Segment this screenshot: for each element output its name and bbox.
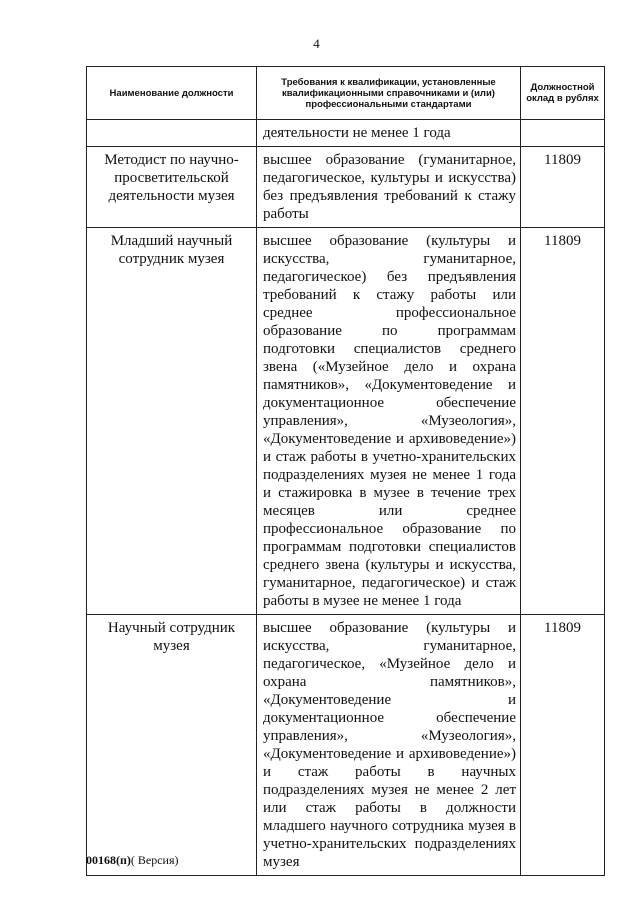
cell-requirements: деятельности не менее 1 года [257,120,521,147]
table-row [87,615,605,876]
cell-requirements: высшее образование (культуры и искусства, гуманитарное, педагогическое, «Музейное дело и охрана памятников», «Документоведение и документационное обеспечение управления», «Музеология», «Документоведение и архивоведение») и стаж работы в научных подразделениях музея не менее 2 лет или стаж работы в должности младшего научного сотрудника музея в учетно-хранительских подразделениях музея [257,615,521,876]
cell-position: Младший научный сотрудник музея [87,228,257,615]
document-code: 00168(п) [86,853,131,867]
cell-salary [521,120,605,147]
table-row [87,228,605,615]
page-number: 4 [313,36,320,51]
header-position: Наименование должности [87,67,257,120]
cell-requirements: высшее образование (культуры и искусства, гуманитарное, педагогическое) без предъявления требований к стажу работы или среднее профессиональное образование по программам подготовки специалистов среднего звена («Музейное дело и охрана памятников», «Документоведение и документационное обеспечение управления», «Музеология», «Документоведение и архивоведение») и стаж работы в учетно-хранительских подразделениях музея не менее 1 года и стажировка в музее в течение трех месяцев или среднее профессиональное образование по программам подготовки специалистов среднего звена (культуры и искусства, гуманитарное, педагогическое) и стаж работы в музее не менее 1 года [257,228,521,615]
table-header-row [87,67,605,120]
cell-position: Методист по научно-просветительской деятельности музея [87,147,257,228]
table-row [87,147,605,228]
header-salary: Должностной оклад в рублях [521,67,605,120]
qualification-table [86,66,605,876]
table-row [87,120,605,147]
cell-requirements: высшее образование (гуманитарное, педагогическое, культуры и искусства) без предъявления требований к стажу работы [257,147,521,228]
document-footer [86,853,179,868]
header-requirements: Требования к квалификации, установленные квалификационными справочниками и (или) профессиональными стандартами [257,67,521,120]
cell-position [87,120,257,147]
cell-position: Научный сотрудник музея [87,615,257,876]
cell-salary: 11809 [521,615,605,876]
cell-salary: 11809 [521,228,605,615]
document-version: ( Версия) [130,853,179,867]
cell-salary: 11809 [521,147,605,228]
